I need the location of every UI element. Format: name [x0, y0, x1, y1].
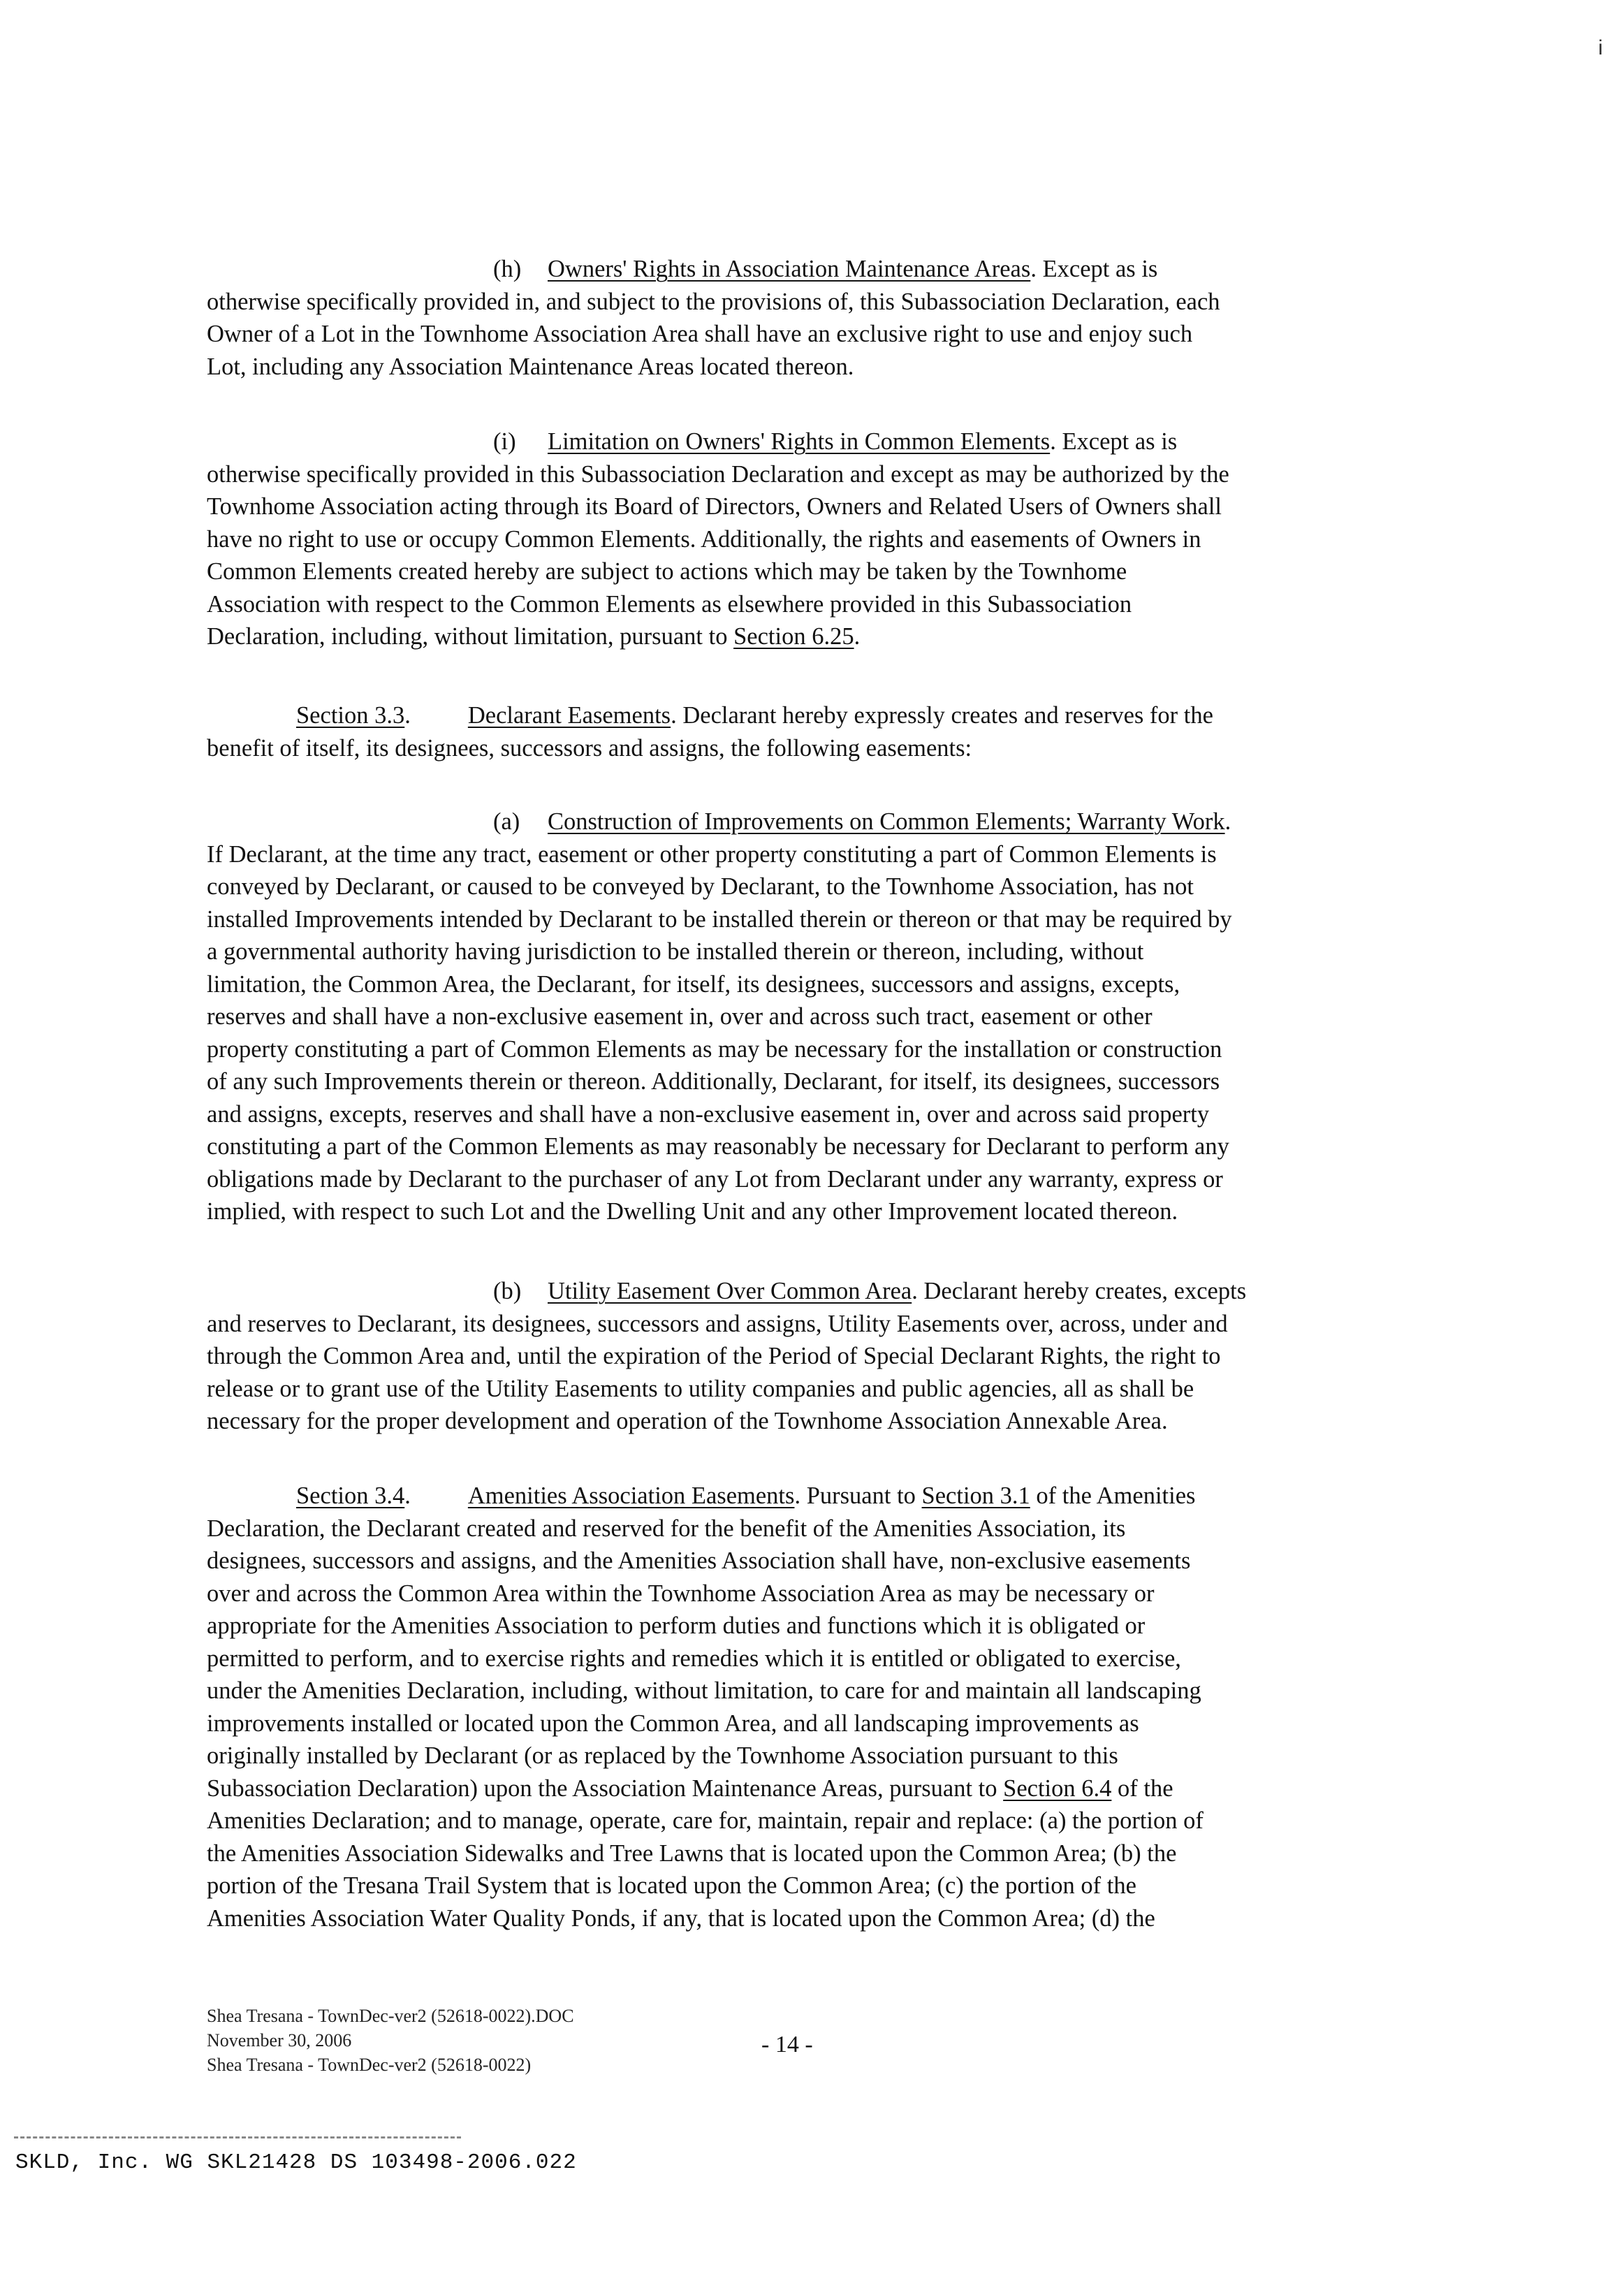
paragraph-b-title: Utility Easement Over Common Area — [548, 1278, 912, 1304]
section-6-25-reference: Section 6.25 — [733, 623, 854, 650]
paragraph-b: (b) Utility Easement Over Common Area. Declarant hereby creates, excepts and reserves to Declarant, its designees, successors and assigns, Utility Easements over, across, under and through the Common Area and, until the expiration of the Period of Special Declarant Rights, the right to release or to grant use of the Utility Easements to utility companies and public agencies, all as shall be necessary for the proper development and operation of the Townhome Association Annexable Area. — [207, 1275, 1464, 1438]
paragraph-a-number: (a) — [493, 808, 520, 835]
section-3-4-label: Section 3.4 — [296, 1482, 405, 1509]
paragraph-a-title: Construction of Improvements on Common Elements; Warranty Work — [548, 808, 1225, 835]
stamp-divider — [14, 2136, 461, 2139]
section-6-4-reference: Section 6.4 — [1003, 1775, 1112, 1802]
section-3-4: Section 3.4. Amenities Association Easements. Pursuant to Section 3.1 of the Amenities Declaration, the Declarant created and reserved for the benefit of the Amenities Association, its designees, successors and assigns, and the Amenities Association shall have, non-exclusive easements over and across the Common Area within the Townhome Association Area as may be necessary or appropriate for the Amenities Association to perform duties and functions which it is obligated or permitted to perform, and to exercise rights and remedies which it is entitled or obligated to exercise, under the Amenities Declaration, including, without limitation, to care for and maintain all landscaping improvements installed or located upon the Common Area, and all landscaping improvements as originally installed by Declarant (or as replaced by the Townhome Association pursuant to this Subassociation Declaration) upon the Association Maintenance Areas, pursuant to Section 6.4 of the Amenities Declaration; and to manage, operate, care for, maintain, repair and replace: (a) the portion of the Amenities Association Sidewalks and Tree Lawns that is located upon the Common Area; (b) the portion of the Tresana Trail System that is located upon the Common Area; (c) the portion of the Amenities Association Water Quality Ponds, if any, that is located upon the Common Area; (d) the — [207, 1482, 1204, 1932]
section-3-4-title: Amenities Association Easements — [467, 1482, 795, 1509]
recording-stamp: SKLD, Inc. WG SKL21428 DS 103498-2006.022 — [15, 2150, 577, 2175]
section-3-3-label: Section 3.3 — [296, 702, 405, 729]
footer-file-name-2: Shea Tresana - TownDec-ver2 (52618-0022) — [207, 2055, 532, 2075]
section-3-3-title: Declarant Easements — [467, 702, 671, 729]
paragraph-a: (a) Construction of Improvements on Common Elements; Warranty Work. If Declarant, at the time any tract, easement or other property constituting a part of Common Elements is conveyed by Declarant, or caused to be conveyed by Declarant, to the Townhome Association, has not installed Improvements intended by Declarant to be installed therein or thereon or that may be required by a governmental authority having jurisdiction to be installed therein or thereon, including, without limitation, the Common Area, the Declarant, for itself, its designees, successors and assigns, excepts, reserves and shall have a non-exclusive easement in, over and across such tract, easement or other property constituting a part of Common Elements as may be necessary for the installation or construction of any such Improvements therein or thereon. Additionally, Declarant, for itself, its designees, successors and assigns, excepts, reserves and shall have a non-exclusive easement in, over and across said property constituting a part of the Common Elements as may reasonably be necessary for Declarant to perform any obligations made by Declarant to the purchaser of any Lot from Declarant under any warranty, express or implied, with respect to such Lot and the Dwelling Unit and any other Improvement located thereon. — [207, 806, 1464, 1228]
paragraph-i: (i) Limitation on Owners' Rights in Common Elements. Except as is otherwise specifically provided in this Subassociation Declaration and except as may be authorized by the Townhome Association acting through its Board of Directors, Owners and Related Users of Owners shall have no right to use or occupy Common Elements. Additionally, the rights and easements of Owners in Common Elements created hereby are subject to actions which may be taken by the Townhome Association with respect to the Common Elements as elsewhere provided in this Subassociation Declaration, including, without limitation, pursuant to Section 6.25. — [207, 425, 1464, 653]
page-number: - 14 - — [761, 2032, 813, 2057]
paragraph-h-title: Owners' Rights in Association Maintenance Areas — [548, 256, 1031, 282]
document-footer — [207, 2004, 574, 2077]
paragraph-i-number: (i) — [493, 428, 516, 455]
section-3-1-reference: Section 3.1 — [921, 1482, 1030, 1509]
paragraph-i-title: Limitation on Owners' Rights in Common Elements — [548, 428, 1051, 455]
section-3-3: Section 3.3. Declarant Easements. Declarant hereby expressly creates and reserves for the benefit of itself, its designees, successors and assigns, the following easements: — [207, 702, 1213, 762]
paragraph-h-number: (h) — [493, 256, 522, 282]
paragraph-b-number: (b) — [493, 1278, 522, 1304]
paragraph-h: (h) Owners' Rights in Association Maintenance Areas. Except as is otherwise specifically provided in, and subject to the provisions of, this Subassociation Declaration, each Owner of a Lot in the Townhome Association Area shall have an exclusive right to use and enjoy such Lot, including any Association Maintenance Areas located thereon. — [207, 253, 1464, 383]
footer-date: November 30, 2006 — [207, 2030, 352, 2050]
footer-file-name: Shea Tresana - TownDec-ver2 (52618-0022).DOC — [207, 2006, 574, 2026]
corner-mark: i — [1598, 36, 1603, 59]
